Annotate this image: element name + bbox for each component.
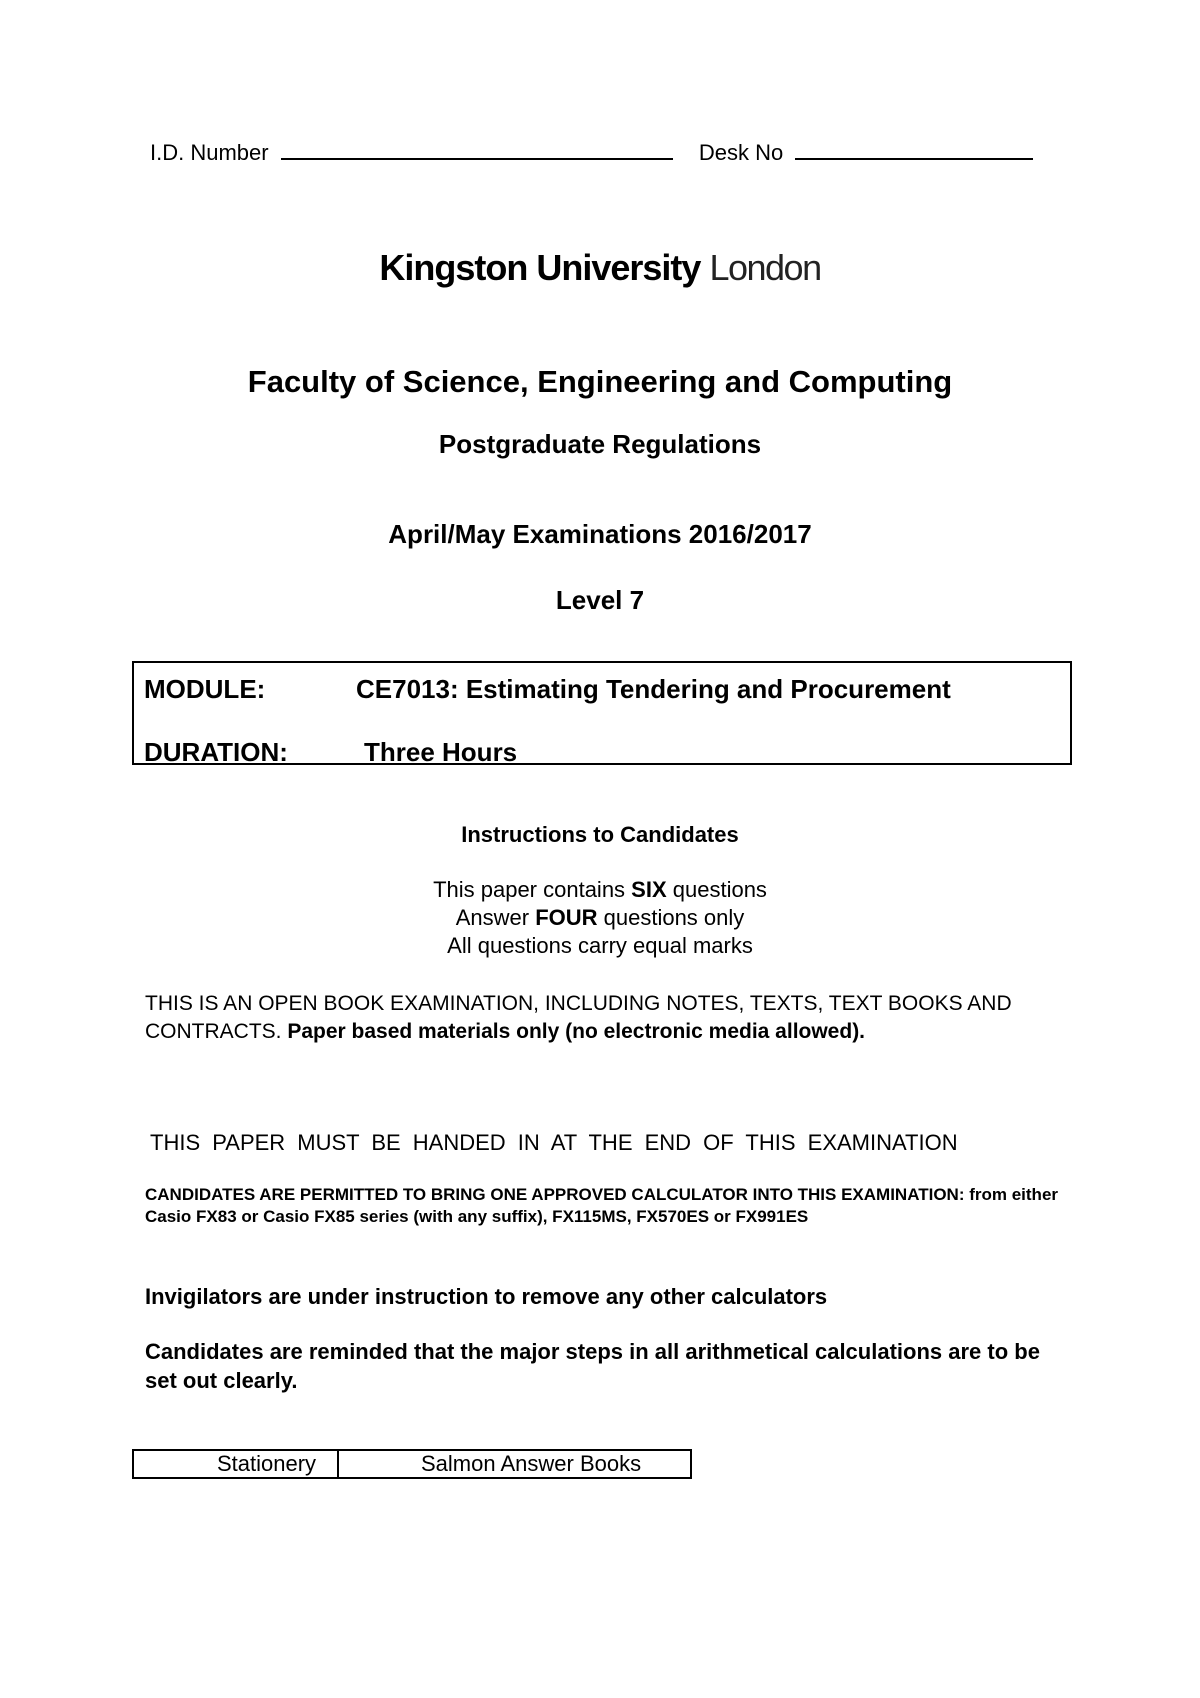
level-title: Level 7 — [555, 585, 645, 615]
stationery-value-cell: Salmon Answer Books — [421, 1451, 642, 1476]
calculator-caps: CANDIDATES ARE PERMITTED TO BRING ONE APPROVED CALCULATOR INTO THIS EXAMINATION: — [145, 1185, 965, 1204]
arithmetic-notice: Candidates are reminded that the major steps in all arithmetical calculations are to be set out clearly. — [145, 1339, 1040, 1393]
duration-label: DURATION: — [144, 737, 288, 767]
logo-light-text: London — [709, 247, 821, 288]
open-book-notice — [145, 990, 1065, 1046]
calculator-rest: from either Casio FX83 or Casio FX85 series (with any suffix), FX115MS, FX570ES or FX991ES — [145, 1185, 1059, 1226]
id-number-label: I.D. Number — [150, 140, 269, 165]
desk-no-blank — [795, 140, 1033, 160]
university-logo — [0, 247, 1200, 289]
desk-no-label: Desk No — [698, 140, 784, 165]
faculty-title: Faculty of Science, Engineering and Computing — [247, 364, 953, 399]
stationery-label-cell: Stationery — [134, 1451, 339, 1477]
open-book-caps: THIS IS AN OPEN BOOK EXAMINATION, INCLUDING NOTES, TEXTS, TEXT BOOKS AND CONTRACTS. — [145, 992, 1012, 1043]
calculator-notice — [145, 1184, 1065, 1228]
instructions-heading: Instructions to Candidates — [461, 822, 739, 847]
id-number-blank — [281, 140, 673, 160]
hand-in-notice: THIS PAPER MUST BE HANDED IN AT THE END OF THIS EXAMINATION — [150, 1130, 958, 1155]
invigilators-notice: Invigilators are under instruction to remove any other calculators — [145, 1284, 828, 1309]
stationery-table — [132, 1449, 692, 1479]
instruction-answer-four: Answer FOUR questions only — [455, 905, 745, 930]
module-label: MODULE: — [144, 674, 266, 704]
instruction-equal-marks: All questions carry equal marks — [447, 933, 753, 958]
logo-bold-text: Kingston University — [379, 247, 701, 288]
session-title: April/May Examinations 2016/2017 — [388, 519, 812, 549]
module-box — [132, 661, 1072, 765]
id-desk-line — [150, 140, 1033, 166]
open-book-rest: Paper based materials only (no electronic media allowed). — [281, 1020, 866, 1043]
module-value: CE7013: Estimating Tendering and Procurement — [356, 674, 951, 704]
regulations-title: Postgraduate Regulations — [438, 429, 762, 459]
duration-value: Three Hours — [364, 737, 518, 767]
instruction-six-questions: This paper contains SIX questions — [433, 877, 767, 902]
